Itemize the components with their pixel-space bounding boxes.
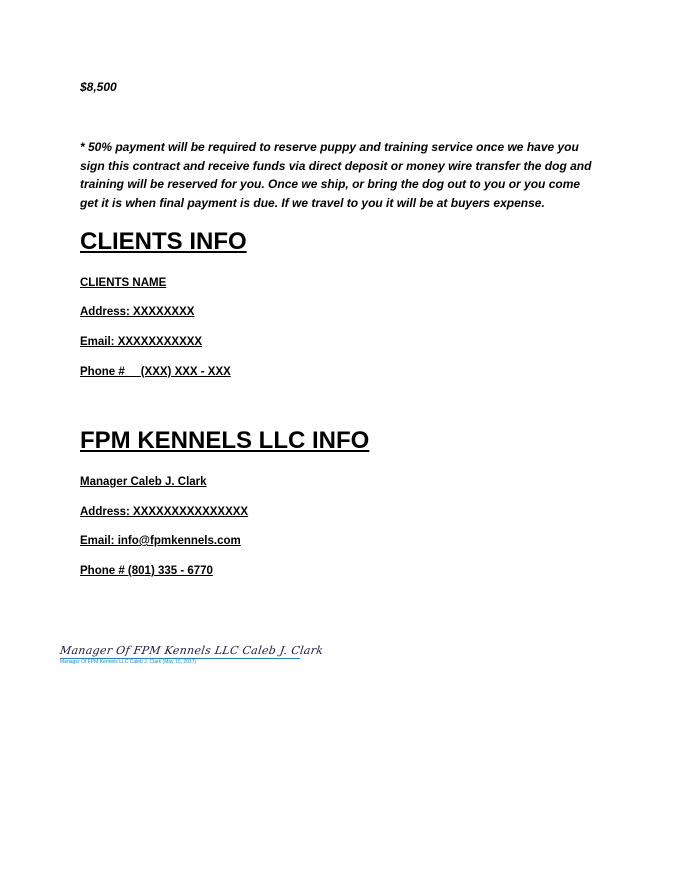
signature-script: Manager Of FPM Kennels LLC Caleb J. Clark xyxy=(59,644,325,657)
company-manager: Manager Caleb J. Clark xyxy=(80,476,207,488)
clients-phone: Phone # (XXX) XXX - XXX xyxy=(80,366,231,378)
company-email: Email: info@fpmkennels.com xyxy=(80,535,241,547)
company-phone: Phone # (801) 335 - 6770 xyxy=(80,565,213,577)
price: $8,500 xyxy=(80,80,117,94)
signature-block xyxy=(59,644,325,665)
payment-note: * 50% payment will be required to reserve puppy and training service once we have you sign this contract and receive funds via direct deposit or money wire transfer the dog and training will be reserved for you. Once we ship, or bring the dog out to you or you come get it is when final payment is due. If we travel to you it will be at buyers expense. xyxy=(80,140,592,210)
clients-address: Address: XXXXXXXX xyxy=(80,306,195,318)
clients-name: CLIENTS NAME xyxy=(80,277,167,289)
signature-caption: Manager Of FPM Kennels LLC Caleb J. Clark (May 15, 2017) xyxy=(60,659,197,665)
company-address: Address: XXXXXXXXXXXXXXX xyxy=(80,506,249,518)
clients-info-heading: CLIENTS INFO xyxy=(80,228,247,255)
clients-email: Email: XXXXXXXXXXX xyxy=(80,336,203,348)
company-info-heading: FPM KENNELS LLC INFO xyxy=(80,427,370,454)
